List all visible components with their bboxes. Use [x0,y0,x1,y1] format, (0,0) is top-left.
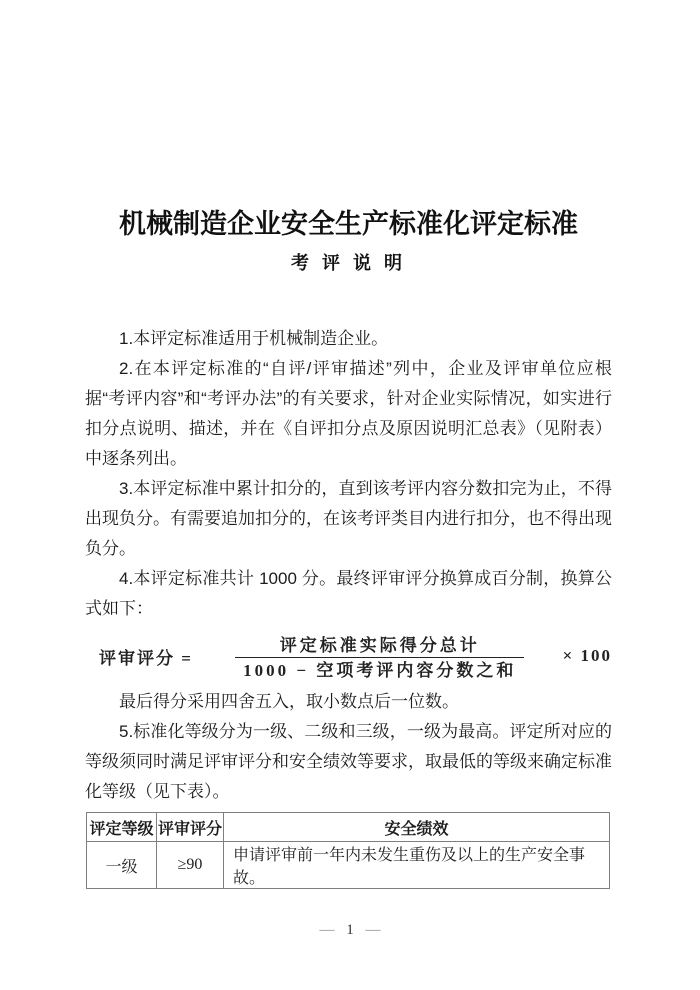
formula-denominator: 1000 − 空项考评内容分数之和 [235,657,524,680]
cell-grade: 一级 [87,842,157,889]
paragraph-1: 1.本评定标准适用于机械制造企业。 [119,329,389,348]
paragraph-5: 最后得分采用四舍五入，取小数点后一位数。 [119,692,459,711]
body-text [85,324,612,807]
page-title: 机械制造企业安全生产标准化评定标准 [119,209,578,239]
paragraph-4: 4.本评定标准共计 1000 分。最终评审评分换算成百分制，换算公式如下： [85,569,612,618]
paragraph-6: 5.标准化等级分为一级、二级和三级，一级为最高。评定所对应的等级须同时满足评审评分和安全绩效等要求，取最低的等级来确定标准化等级（见下表）。 [85,722,612,801]
page-footer [0,920,700,940]
cell-safety: 申请评审前一年内未发生重伤及以上的生产安全事故。 [224,842,610,889]
formula-fraction [201,631,559,681]
table-header-grade: 评定等级 [87,813,157,842]
table-header-row [87,813,610,842]
page-subtitle: 考 评 说 明 [290,253,406,273]
table-header-safety: 安全绩效 [224,813,610,842]
table-row [87,842,610,889]
footer-left-dash: — [319,922,335,938]
paragraph-2: 2.在本评定标准的“自评/评审描述”列中，企业及评审单位应根据“考评内容”和“考评办法”的有关要求，针对企业实际情况，如实进行扣分点说明、描述，并在《自评扣分点及原因说明汇总表》（见附表）中逐条列出。 [85,359,612,468]
grade-table [86,812,610,889]
table-header-score: 评审评分 [157,813,224,842]
page-content [85,0,612,889]
formula-multiplier: × 100 [562,646,612,665]
score-conversion-formula [99,631,612,681]
formula-numerator: 评定标准实际得分总计 [279,636,480,655]
cell-score: ≥90 [157,842,224,889]
formula-lhs: 评审评分 = [99,648,193,668]
page-number: 1 [346,922,354,938]
footer-right-dash: — [365,922,381,938]
paragraph-3: 3.本评定标准中累计扣分的，直到该考评内容分数扣完为止，不得出现负分。有需要追加扣分的，在该考评类目内进行扣分，也不得出现负分。 [85,479,612,558]
